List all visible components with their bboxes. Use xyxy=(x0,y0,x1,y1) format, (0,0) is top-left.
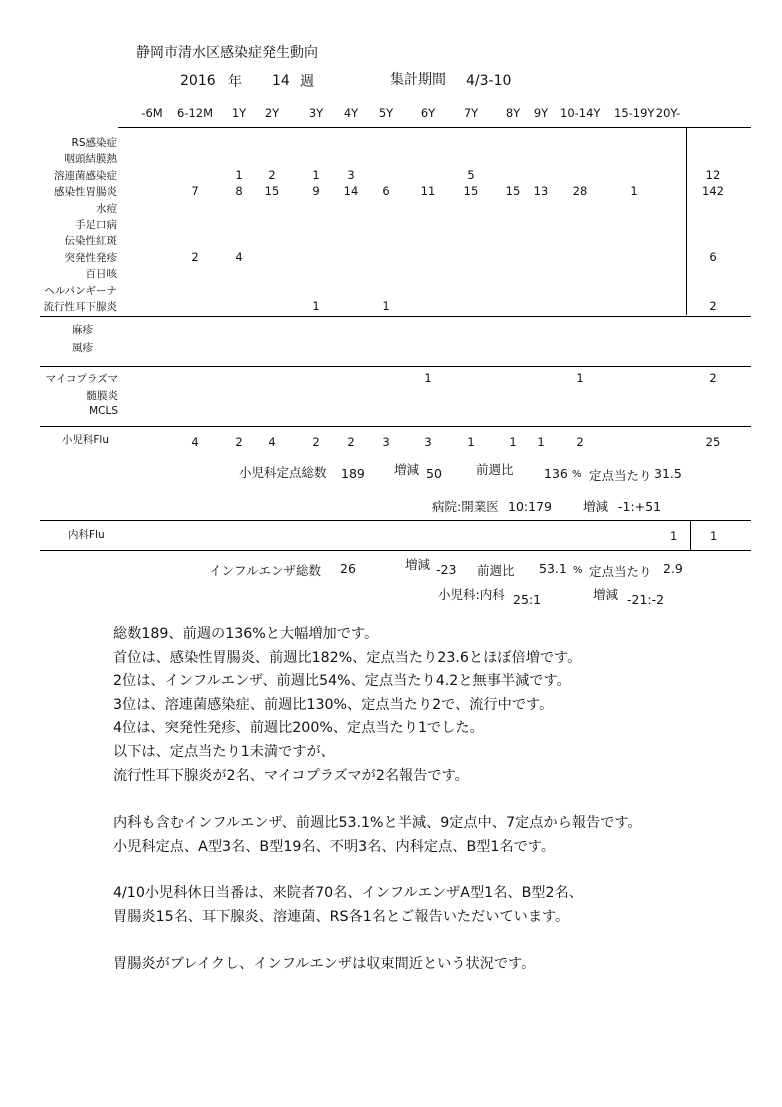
row-label: 流行性耳下腺炎 xyxy=(43,301,117,313)
column-header: 3Y xyxy=(308,106,324,120)
flu-ratio-value: 53.1 xyxy=(539,561,567,576)
flu-total-label: インフルエンザ総数 xyxy=(209,563,322,578)
row-label: 手足口病 xyxy=(75,219,117,231)
table-cell: 1 xyxy=(382,299,390,313)
flu-change-label: 増減 xyxy=(405,557,431,572)
table-rule xyxy=(40,550,751,551)
column-header: 15-19Y xyxy=(614,106,655,120)
split-change-value: -21:-2 xyxy=(627,592,665,607)
year-value: 2016 xyxy=(180,73,216,89)
week-unit: 週 xyxy=(300,74,314,90)
table-cell: 3 xyxy=(347,167,355,182)
column-header: 7Y xyxy=(463,106,479,120)
table-cell: 2 xyxy=(347,435,355,449)
row-label: RS感染症 xyxy=(71,137,117,149)
column-header: 4Y xyxy=(343,106,359,120)
table-cell: 1 xyxy=(235,167,243,182)
column-header: 9Y xyxy=(533,106,549,120)
table-cell: 15 xyxy=(505,184,521,199)
table-cell: 1 xyxy=(509,435,517,449)
flu-per-label: 定点当たり xyxy=(589,564,652,579)
row-total: 25 xyxy=(705,435,721,449)
table-cell: 1 xyxy=(467,435,475,449)
year-unit: 年 xyxy=(228,74,242,90)
table-cell: 15 xyxy=(463,184,479,199)
week-value: 14 xyxy=(272,73,290,89)
ped-per-label: 定点当たり xyxy=(589,468,652,483)
row-label: 溶連菌感染症 xyxy=(54,169,117,182)
commentary-line: 首位は、感染性胃腸炎、前週比182%、定点当たり23.6とほぼ倍増です。 xyxy=(113,649,582,666)
table-cell: 15 xyxy=(264,184,280,199)
split-label: 小児科:内科 xyxy=(438,587,505,602)
row-label: 風疹 xyxy=(72,342,93,354)
column-header: 10-14Y xyxy=(560,106,601,120)
table-cell: 3 xyxy=(424,435,432,449)
table-cell: 3 xyxy=(382,435,390,449)
column-header: 8Y xyxy=(505,106,521,120)
table-cell: 1 xyxy=(576,371,584,385)
row-label: 伝染性紅斑 xyxy=(64,235,117,248)
table-cell: 4 xyxy=(191,435,199,449)
table-cell: 1 xyxy=(630,184,638,199)
column-header: 2Y xyxy=(264,106,280,120)
flu-ratio-unit: % xyxy=(573,565,583,576)
row-total: 2 xyxy=(709,371,717,385)
row-label: ヘルパンギーナ xyxy=(44,284,117,297)
pediatric-flu-label: 小児科Flu xyxy=(61,434,109,446)
split-value: 25:1 xyxy=(513,592,542,607)
commentary-line: 内科も含むインフルエンザ、前週比53.1%と半減、9定点中、7定点から報告です。 xyxy=(113,815,642,831)
internal-flu-total: 1 xyxy=(710,529,718,543)
table-cell: 11 xyxy=(420,184,436,199)
ped-ratio-value: 136 xyxy=(544,466,568,481)
commentary-line: 4/10小児科休日当番は、来院者70名、インフルエンザA型1名、B型2名、 xyxy=(113,885,583,901)
table-cell: 9 xyxy=(312,184,320,199)
period-label: 集計期間 xyxy=(390,72,446,88)
commentary-paragraph-1 xyxy=(113,623,581,788)
ped-change-label: 増減 xyxy=(394,462,420,477)
table-cell: 2 xyxy=(235,435,243,449)
hosp-label: 病院:開業医 xyxy=(432,499,499,514)
ped-ratio-unit: % xyxy=(572,469,582,480)
row-label: 水痘 xyxy=(96,202,117,215)
table-cell: 8 xyxy=(235,184,243,199)
table-cell: 4 xyxy=(235,249,243,264)
commentary-line: 総数189、前週の136%と大幅増加です。 xyxy=(113,626,379,642)
period-value: 4/3-10 xyxy=(466,73,512,89)
row-label: 百日咳 xyxy=(85,268,117,281)
row-label: マイコプラズマ xyxy=(45,373,118,385)
row-label: 突発性発疹 xyxy=(64,251,117,264)
split-change-label: 増減 xyxy=(593,587,619,602)
flu-change-value: -23 xyxy=(436,562,457,577)
internal-flu-cell: 1 xyxy=(670,529,678,543)
column-header: -6M xyxy=(141,106,163,120)
table-rule xyxy=(40,366,751,367)
internal-flu-label: 内科Flu xyxy=(68,529,105,541)
column-header: 6Y xyxy=(420,106,436,120)
flu-total-value: 26 xyxy=(340,561,356,576)
commentary-line: 小児科定点、A型3名、B型19名、不明3名、内科定点、B型1名です。 xyxy=(113,838,556,855)
table-cell: 2 xyxy=(191,249,199,264)
column-header: 6-12M xyxy=(176,106,214,120)
row-total: 6 xyxy=(709,249,717,264)
table-cell: 13 xyxy=(533,184,549,199)
row-total: 2 xyxy=(709,299,717,313)
table-cell: 2 xyxy=(312,435,320,449)
table-rule-top xyxy=(118,127,751,128)
ped-total-value: 189 xyxy=(341,466,365,481)
page-title: 静岡市清水区感染症発生動向 xyxy=(136,45,318,61)
commentary-line: 胃腸炎15名、耳下腺炎、溶連菌、RS各1名とご報告いただいています。 xyxy=(113,908,570,925)
table-cell: 1 xyxy=(424,371,432,385)
table-cell: 7 xyxy=(191,184,199,199)
column-header: 1Y xyxy=(231,106,247,120)
table-cell: 28 xyxy=(572,184,588,199)
total-column-divider xyxy=(690,520,691,550)
commentary-paragraph-3 xyxy=(113,882,583,929)
row-label: 感染性胃腸炎 xyxy=(54,186,117,199)
hosp-change-value: -1:+51 xyxy=(618,499,662,514)
table-rule xyxy=(40,426,751,427)
hosp-value: 10:179 xyxy=(508,499,552,514)
ped-total-label: 小児科定点総数 xyxy=(239,465,327,480)
table-cell: 4 xyxy=(268,435,276,449)
table-rule xyxy=(40,316,751,317)
commentary-line: 2位は、インフルエンザ、前週比54%、定点当たり4.2と無事半減です。 xyxy=(113,673,571,690)
table-cell: 2 xyxy=(576,435,584,449)
row-label: 髄膜炎 xyxy=(86,390,118,402)
flu-ratio-label: 前週比 xyxy=(477,563,515,578)
ped-per-value: 31.5 xyxy=(654,466,682,481)
table-cell: 1 xyxy=(312,167,320,182)
column-header: 5Y xyxy=(378,106,394,120)
flu-per-value: 2.9 xyxy=(663,561,683,576)
commentary-line: 流行性耳下腺炎が2名、マイコプラズマが2名報告です。 xyxy=(113,767,469,784)
table-cell: 6 xyxy=(382,184,390,199)
column-header: 20Y- xyxy=(655,106,681,120)
table-rule xyxy=(40,520,751,521)
ped-change-value: 50 xyxy=(426,466,442,481)
row-label: 咽頭結膜熱 xyxy=(64,153,117,166)
row-label: 麻疹 xyxy=(72,324,93,336)
row-total: 142 xyxy=(702,184,724,199)
commentary-line: 胃腸炎がブレイクし、インフルエンザは収束間近という状況です。 xyxy=(113,956,536,972)
table-cell: 1 xyxy=(312,299,320,313)
hosp-change-label: 増減 xyxy=(583,499,609,514)
table-cell: 14 xyxy=(343,184,359,199)
commentary-paragraph-2 xyxy=(113,812,642,859)
ped-ratio-label: 前週比 xyxy=(476,462,514,477)
total-column-divider xyxy=(686,127,687,315)
row-total: 12 xyxy=(705,167,721,182)
commentary-line: 以下は、定点当たり1未満ですが、 xyxy=(113,743,335,760)
commentary-line: 4位は、突発性発疹、前週比200%、定点当たり1でした。 xyxy=(113,720,484,737)
commentary-paragraph-4 xyxy=(113,953,535,977)
commentary-line: 3位は、溶連菌感染症、前週比130%、定点当たり2で、流行中です。 xyxy=(113,696,554,713)
table-cell: 2 xyxy=(268,167,276,182)
table-cell: 1 xyxy=(537,435,545,449)
table-cell: 5 xyxy=(467,167,475,182)
row-label: MCLS xyxy=(89,405,118,417)
